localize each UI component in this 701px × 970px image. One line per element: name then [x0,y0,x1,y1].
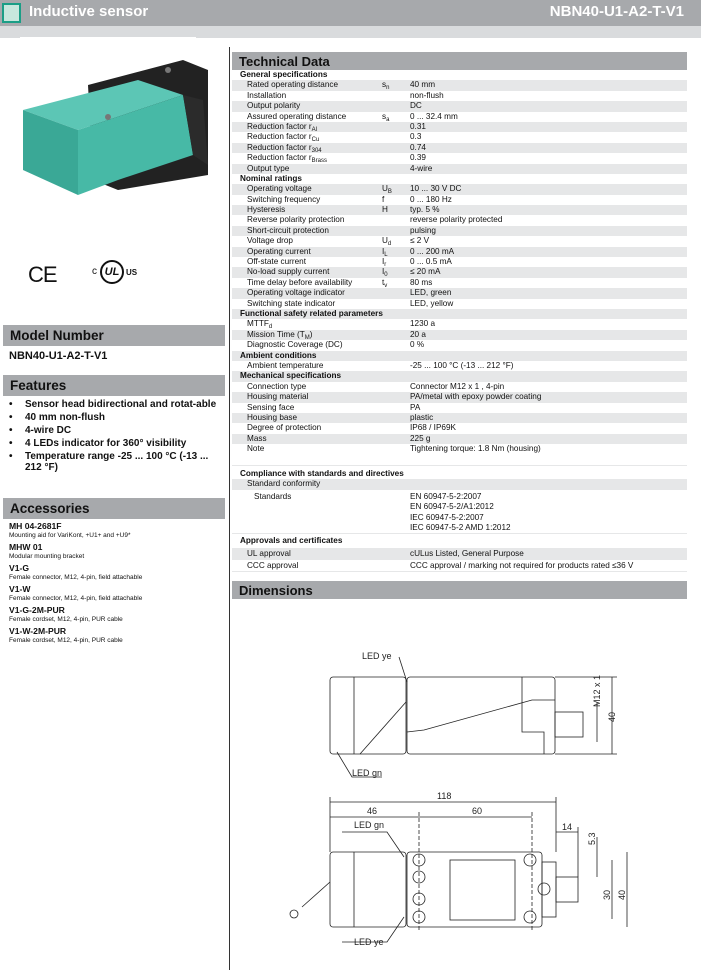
section-title: Functional safety related parameters [240,308,383,318]
label-subscript: Cu [311,137,320,144]
spec-label [232,257,385,267]
label-subscript: d [268,324,273,331]
label-text: Assured operating distance [247,111,347,121]
accessory-name: MH 04-2681F [9,521,62,531]
spec-value: non-flush [410,90,444,100]
symbol-subscript: B [387,189,392,196]
symbol-subscript: L [384,251,388,258]
feature-item: • 4 LEDs indicator for 360° visibility [9,438,224,449]
standards-list [410,492,687,534]
label-text: Voltage drop [247,236,293,246]
spec-row [232,340,687,350]
spec-row [232,423,687,433]
symbol-text: I [382,267,385,277]
label-text: Output polarity [247,101,301,111]
label-text: Degree of protection [247,423,322,433]
accessory-name: V1-G [9,563,30,573]
spec-label [232,132,382,142]
spec-label [232,423,382,433]
feature-item: • Sensor head bidirectional and rotat-able [9,399,224,410]
spec-label [232,226,382,236]
feature-item: • Temperature range -25 ... 100 °C (-13 ... 212 °F) [9,451,224,473]
spec-label [232,153,382,163]
spec-symbol [382,226,410,236]
symbol-text: U [382,236,388,246]
spec-value: LED, green [410,288,452,298]
label-text: Mass [247,433,267,443]
column-divider [229,47,230,970]
spec-symbol [382,184,410,194]
spec-label [232,434,382,444]
spec-row [232,247,687,257]
spec-symbol [382,288,410,298]
spec-label [232,194,385,205]
dimensions-heading: Dimensions [232,581,687,599]
spec-row [232,299,687,309]
symbol-text: f [382,194,385,204]
accessory-description: Female connector, M12, 4-pin, field attachable [9,595,143,602]
spec-row [232,330,687,340]
label-led-ye-bottom: LED ye [354,937,384,947]
features-list [9,399,224,475]
label-text: MTTF [247,319,269,329]
product-category: Inductive sensor [29,3,149,20]
label-text: Switching state indicator [247,298,336,308]
spec-label [232,246,385,257]
spec-symbol [382,195,410,205]
label-subscript: 304 [311,147,322,154]
accessory-name: V1-G-2M-PUR [9,605,65,615]
accessory-name: V1-W-2M-PUR [9,626,67,636]
spec-symbol [382,267,410,277]
feature-item: • 40 mm non-flush [9,412,224,423]
spec-row [232,403,687,413]
label-118: 118 [437,791,452,801]
spec-symbol [382,444,410,454]
spec-label [232,277,385,288]
spec-symbol [382,413,410,423]
label-text: Reduction factor r [247,153,312,163]
spec-symbol [382,330,410,340]
spec-row [232,91,687,101]
label-text: Installation [247,90,287,100]
spec-row [232,444,687,454]
label-suffix: ) [309,329,313,339]
spec-label [232,236,382,246]
spec-row [232,226,687,236]
spec-value: 40 mm [410,80,436,90]
section-title: Mechanical specifications [240,371,342,381]
model-number-value: NBN40-U1-A2-T-V1 [9,350,108,362]
spec-row [232,164,687,174]
label-60: 60 [472,806,483,816]
label-text: Reduction factor r [247,142,312,152]
spec-label [232,143,382,153]
symbol-subscript: 0 [384,272,388,279]
spec-value: ≤ 2 V [410,236,430,246]
header-band [0,26,701,38]
spec-symbol [382,257,410,267]
symbol-subscript: a [386,116,390,123]
spec-value: plastic [410,412,434,422]
ce-mark: CE [28,262,57,287]
spec-row [232,267,687,277]
spec-row [232,319,687,329]
spec-section-heading [232,351,687,361]
spec-value: 0.31 [410,121,426,131]
spec-label [232,340,382,350]
spec-value: Connector M12 x 1 , 4-pin [410,381,505,391]
spec-value: 225 g [410,433,431,443]
spec-row [232,382,687,392]
label-text: Output type [247,163,290,173]
spec-value: 10 ... 30 V DC [410,184,462,194]
spec-symbol [382,319,410,329]
spec-value: reverse polarity protected [410,215,503,225]
spec-label [232,392,382,402]
spec-value: 0 ... 180 Hz [410,194,452,204]
label-text: Reverse polarity protection [247,215,345,225]
label-text: No-load supply current [247,267,330,277]
label-text: Operating current [247,246,311,256]
spec-symbol [382,112,410,122]
spec-symbol [382,122,410,132]
spec-row [232,101,687,111]
spec-row [232,392,687,402]
header-bar [0,0,701,26]
section-title: Ambient conditions [240,350,317,360]
label-46: 46 [367,806,378,816]
label-subscript: Brass [311,158,327,165]
symbol-text: U [382,184,388,194]
symbol-text: I [382,246,385,256]
label-text: Hysteresis [247,205,286,215]
spec-value: 4-wire [410,163,433,173]
spec-value: 0 ... 0.5 mA [410,257,452,267]
label-30: 30 [602,889,612,900]
label-40-top: 40 [607,711,617,722]
spec-row [232,288,687,298]
spec-label [232,267,385,277]
spec-row [232,143,687,153]
spec-section-heading [232,309,687,319]
ccc-approval-label: CCC approval [247,561,299,571]
ccc-approval-value: CCC approval / marking not required for products rated ≤36 V [410,561,634,571]
spec-label [232,91,382,101]
spec-label [232,101,382,111]
spec-row [232,257,687,267]
accessory-description: Female cordset, M12, 4-pin, PUR cable [9,616,123,623]
spec-row [232,195,687,205]
spec-symbol [382,101,410,111]
spec-symbol [382,299,410,309]
spec-label [232,444,382,454]
spec-row [232,434,687,444]
spec-row [232,80,687,90]
spec-symbol [382,423,410,433]
spec-symbol [382,361,410,371]
spec-value: IP68 / IP69K [410,423,456,433]
spec-row [232,112,687,122]
label-text: Reduction factor r [247,132,312,142]
spec-row [232,361,687,371]
spec-symbol [382,91,410,101]
standards-label: Standards [254,491,292,501]
spec-value: PA/metal with epoxy powder coating [410,392,542,402]
technical-data [232,52,687,599]
spec-symbol [382,143,410,153]
label-text: Short-circuit protection [247,225,329,235]
spec-row [232,184,687,194]
label-text: Time delay before availability [247,277,353,287]
technical-data-heading: Technical Data [232,52,687,70]
label-text: Note [247,444,265,454]
spec-symbol [382,164,410,174]
spec-label [232,80,382,90]
spec-symbol [382,392,410,402]
spec-value: 0.74 [410,142,426,152]
spec-value: 0 ... 200 mA [410,246,455,256]
label-text: Connection type [247,381,307,391]
spec-value: 20 a [410,329,426,339]
spec-label [232,215,382,225]
accessory-name: V1-W [9,584,31,594]
spec-symbol [382,340,410,350]
label-subscript: M [304,334,310,341]
spec-label [232,413,382,423]
label-text: Rated operating distance [247,80,339,90]
label-subscript: Al [311,126,317,133]
spec-symbol [382,247,410,257]
standard-item: EN 60947-5-2/A1:2012 [410,502,494,512]
label-5-3: 5.3 [587,832,597,845]
spec-label [232,205,382,215]
spec-symbol [382,80,410,90]
label-text: Switching frequency [247,194,321,204]
spec-value: ≤ 20 mA [410,267,441,277]
spec-row [232,236,687,246]
label-text: Mission Time (T [247,329,305,339]
label-m12: M12 x 1 [592,674,602,707]
spec-value: Tightening torque: 1.8 Nm (housing) [410,444,541,454]
section-title: Nominal ratings [240,173,302,183]
label-led-gn-top: LED gn [352,768,383,778]
symbol-text: H [382,205,388,215]
spec-label [232,330,382,340]
ul-approval-value: cULus Listed, General Purpose [410,549,524,559]
label-text: Reduction factor r [247,121,312,131]
spec-row [232,205,687,215]
spec-value: PA [410,402,421,412]
spec-label [232,319,382,329]
label-text: Operating voltage [247,184,312,194]
spec-value: 0 ... 32.4 mm [410,111,458,121]
spec-label [232,112,382,122]
label-led-ye-top: LED ye [362,651,392,661]
spec-row [232,215,687,225]
label-text: Sensing face [247,402,295,412]
spec-symbol [382,278,410,288]
standard-item: IEC 60947-5-2 AMD 1:2012 [410,523,511,533]
label-text: Ambient temperature [247,360,324,370]
standard-item: IEC 60947-5-2:2007 [410,512,484,522]
spec-value: 0 % [410,340,425,350]
spec-label [232,361,382,371]
spec-value: LED, yellow [410,298,454,308]
spec-value: typ. 5 % [410,205,440,215]
label-text: Housing base [247,412,298,422]
spec-label [232,382,382,392]
spec-section-heading [232,174,687,184]
brand-square-icon [2,3,21,23]
spec-value: DC [410,101,422,111]
spec-table [232,70,687,454]
spec-label [232,288,382,298]
symbol-subscript: d [387,241,392,248]
accessory-description: Mounting aid for VariKont, +U1+ and +U9* [9,532,131,539]
spec-value: pulsing [410,225,436,235]
features-heading: Features [3,375,225,396]
dimension-drawing [282,642,642,962]
header-model: NBN40-U1-A2-T-V1 [549,3,684,20]
symbol-text: I [382,257,385,267]
product-image [18,55,218,195]
label-text: Off-state current [247,257,307,267]
standard-item: EN 60947-5-2:2007 [410,491,482,501]
compliance-heading: Compliance with standards and directives [240,469,404,479]
spec-row [232,278,687,288]
label-text: Diagnostic Coverage (DC) [247,340,343,350]
feature-item: • 4-wire DC [9,425,224,436]
spec-value: 80 ms [410,277,433,287]
spec-row [232,122,687,132]
spec-label [232,122,382,132]
spec-value: -25 ... 100 °C (-13 ... 212 °F) [410,360,514,370]
accessories-list [9,521,224,647]
spec-row [232,132,687,142]
spec-symbol [382,132,410,142]
symbol-subscript: v [384,282,388,289]
symbol-text: s [382,80,387,90]
spec-section-heading [232,371,687,381]
spec-symbol [382,382,410,392]
model-number-heading: Model Number [3,325,225,346]
spec-symbol [382,236,410,246]
spec-label [232,164,382,174]
spec-symbol [382,205,410,215]
accessory-description: Female connector, M12, 4-pin, field attachable [9,574,143,581]
spec-symbol [382,215,410,225]
ul-approval-label: UL approval [247,549,291,559]
accessory-description: Female cordset, M12, 4-pin, PUR cable [9,637,123,644]
symbol-subscript: n [386,85,390,92]
spec-section-heading [232,70,687,80]
accessory-name: MHW 01 [9,542,43,552]
spec-value: 1230 a [410,319,436,329]
spec-row [232,153,687,163]
compliance-table [232,466,687,572]
culus-mark: c UL US [92,258,142,288]
accessories-heading: Accessories [3,498,225,519]
spec-label [232,403,382,413]
symbol-text: s [382,111,387,121]
label-text: Housing material [247,392,309,402]
spec-symbol [382,403,410,413]
spec-value: 0.39 [410,153,426,163]
section-title: General specifications [240,70,328,79]
symbol-subscript: r [384,262,387,269]
spec-row [232,413,687,423]
spec-symbol [382,153,410,163]
symbol-text: t [382,277,385,287]
label-led-gn-bottom: LED gn [354,820,385,830]
spec-label [232,184,382,194]
approvals-heading: Approvals and certificates [240,536,343,546]
label-text: Operating voltage indicator [247,288,345,298]
label-40-bottom: 40 [617,889,627,900]
spec-label [232,299,382,309]
spec-value: 0.3 [410,132,422,142]
spec-symbol [382,434,410,444]
label-14: 14 [562,822,573,832]
accessory-description: Modular mounting bracket [9,553,85,560]
standard-conformity: Standard conformity [247,479,321,489]
